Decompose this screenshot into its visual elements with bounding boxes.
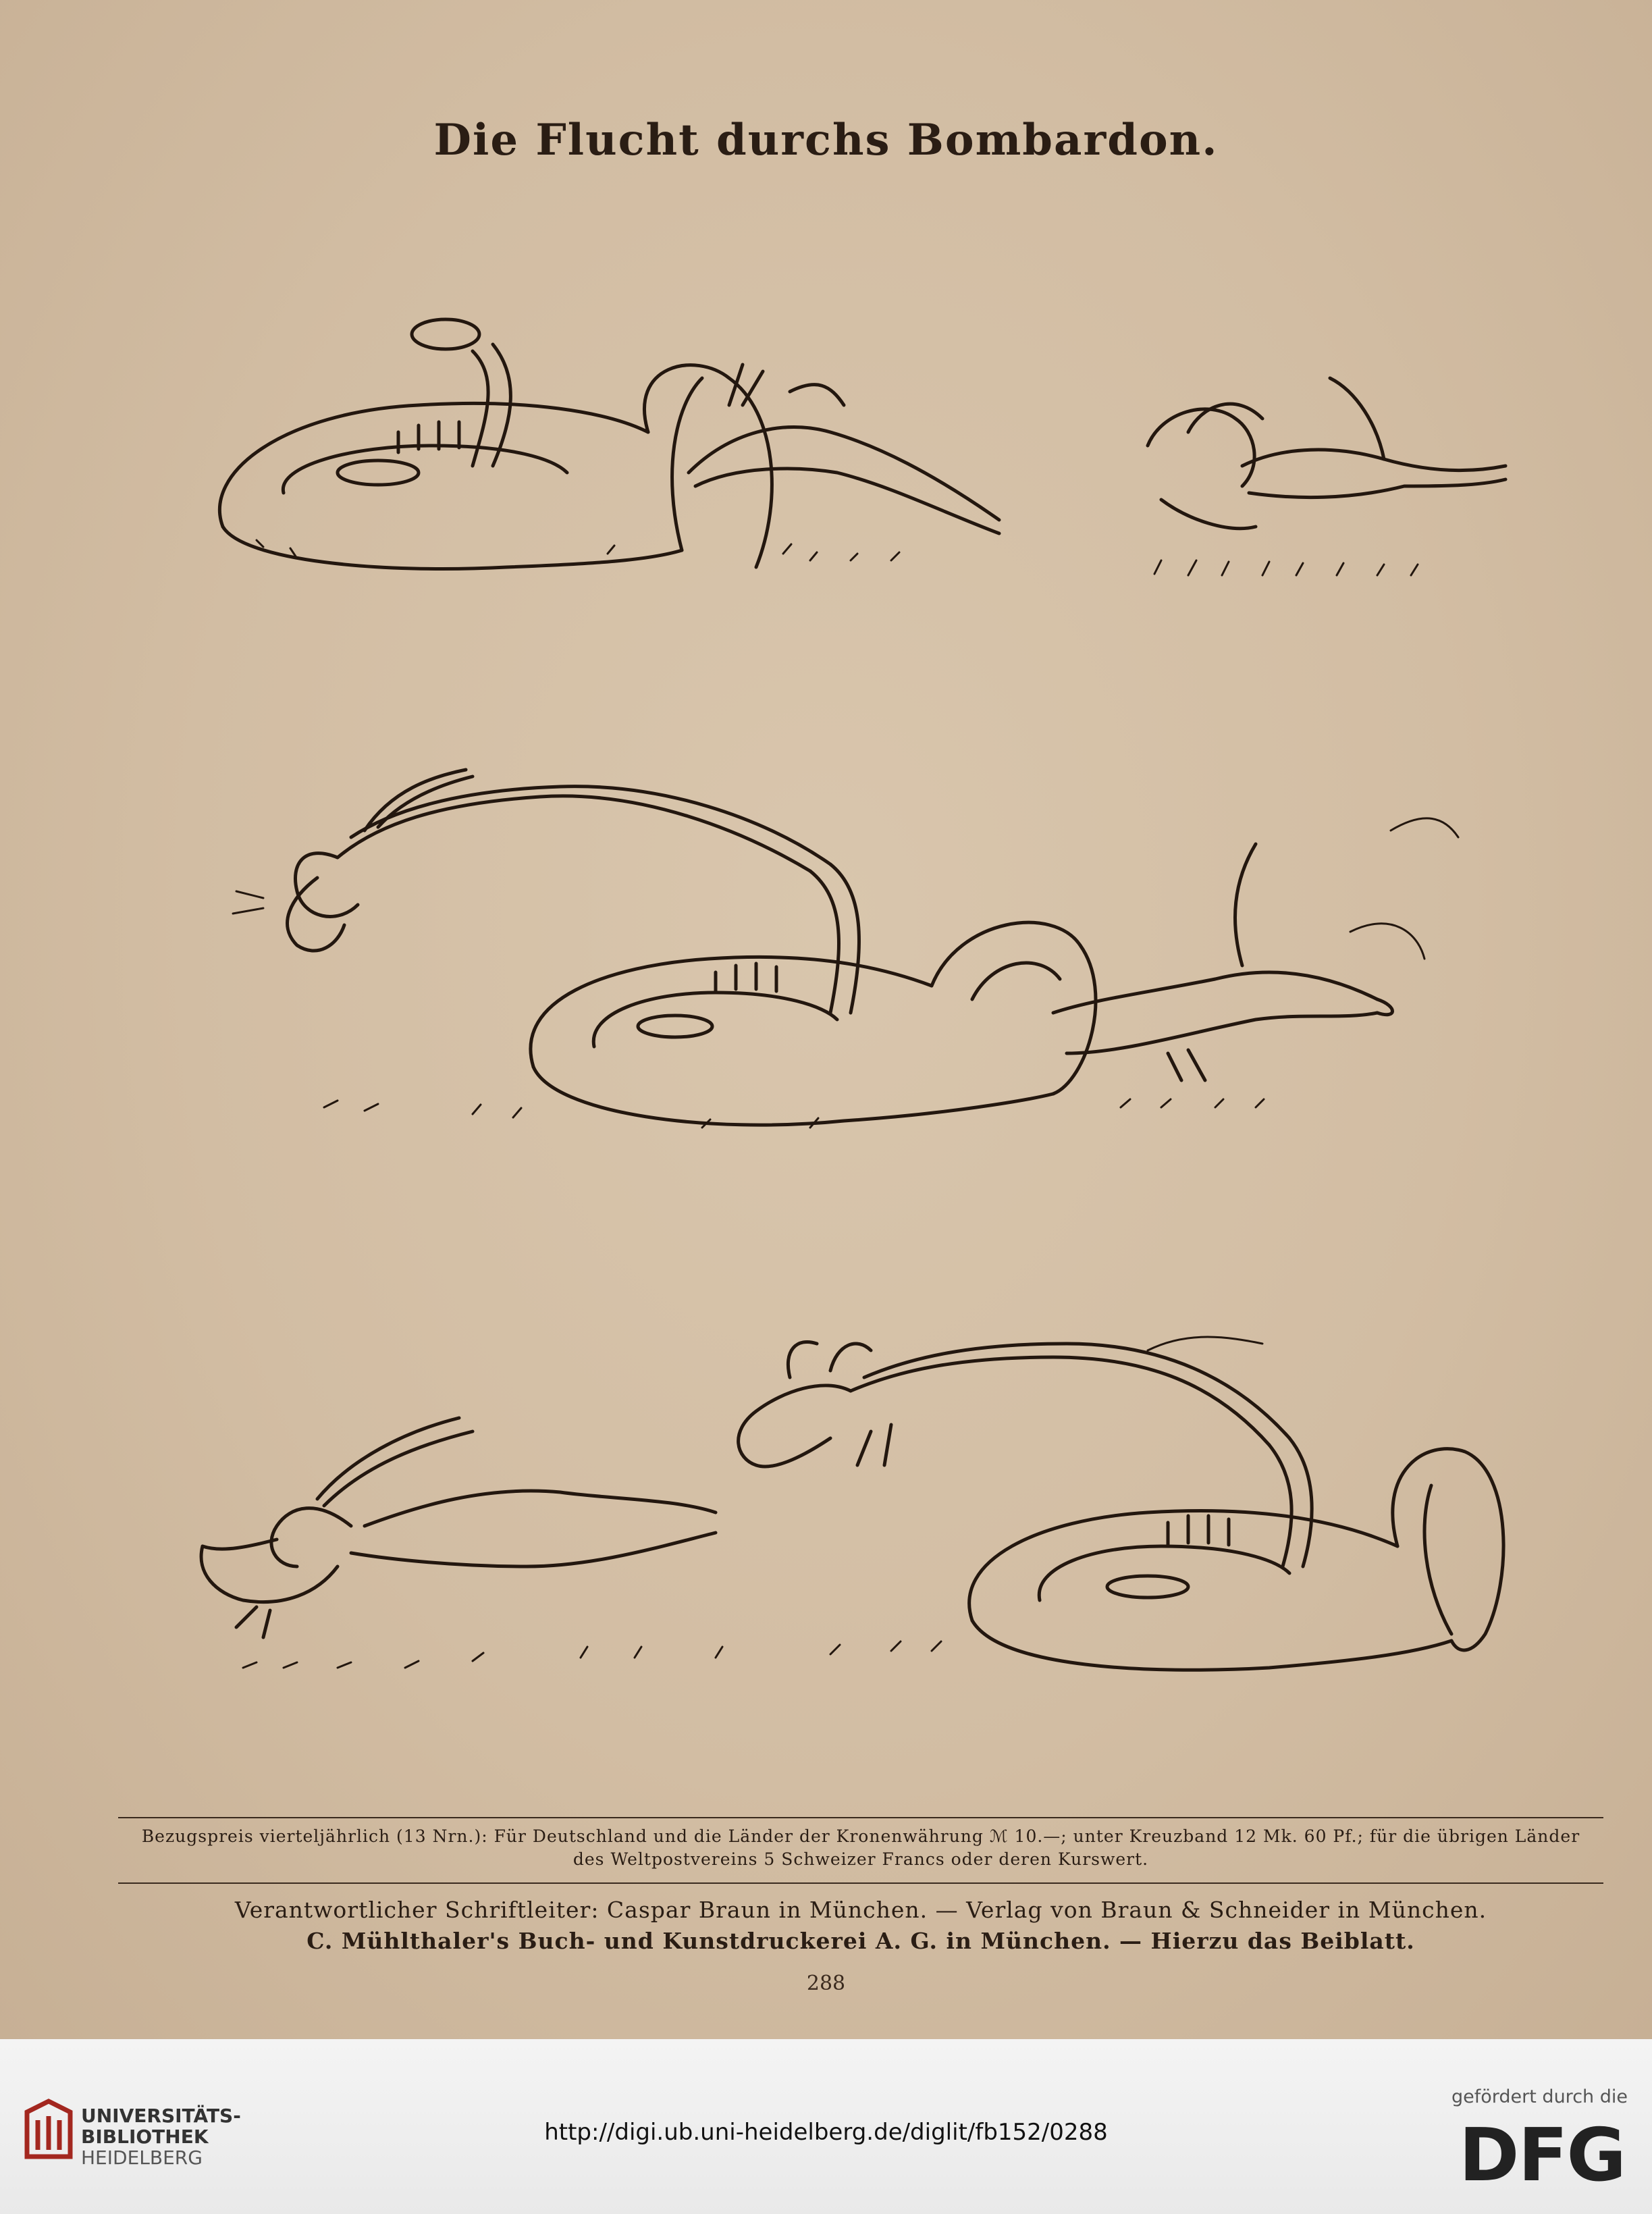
subscription-note: [118, 1825, 1603, 1871]
panel-1-bombardon-dachshund: [219, 319, 1506, 575]
page-title: Die Flucht durchs Bombardon.: [433, 115, 1219, 165]
funded-by-label: gefördert durch die: [1451, 2086, 1628, 2107]
rule-top: [118, 1817, 1603, 1818]
panel-3-dachshund-emerging: [201, 1337, 1503, 1670]
panel-2-hare-leaping: [233, 770, 1458, 1128]
dfg-logo: DFG: [1458, 2113, 1625, 2198]
permalink[interactable]: http://digi.ub.uni-heidelberg.de/diglit/fb152/0288: [544, 2119, 1108, 2146]
library-name-line-2: BIBLIOTHEK: [81, 2126, 209, 2148]
library-name-line-3: HEIDELBERG: [81, 2146, 203, 2169]
imprint-line-1: Verantwortlicher Schriftleiter: Caspar Braun in München. — Verlag von Braun & Schneider in München.: [234, 1897, 1487, 1923]
imprint: [118, 1895, 1603, 1957]
library-name-line-1: UNIVERSITÄTS-: [81, 2105, 241, 2127]
subscription-line-1: Bezugspreis vierteljährlich (13 Nrn.): Für Deutschland und die Länder der Kronenwährung ℳ 10.—; unter Kreuzband 12 Mk. 60 Pf.; für die übrigen Länder: [141, 1826, 1580, 1846]
digitization-footer: [0, 2039, 1652, 2214]
rule-middle: [118, 1882, 1603, 1884]
subscription-line-2: des Weltpostvereins 5 Schweizer Francs oder deren Kurswert.: [572, 1849, 1149, 1869]
imprint-line-2: C. Mühlthaler's Buch- und Kunstdruckerei A. G. in München. — Hierzu das Beiblatt.: [307, 1928, 1415, 1954]
page-number: 288: [806, 1972, 846, 1995]
